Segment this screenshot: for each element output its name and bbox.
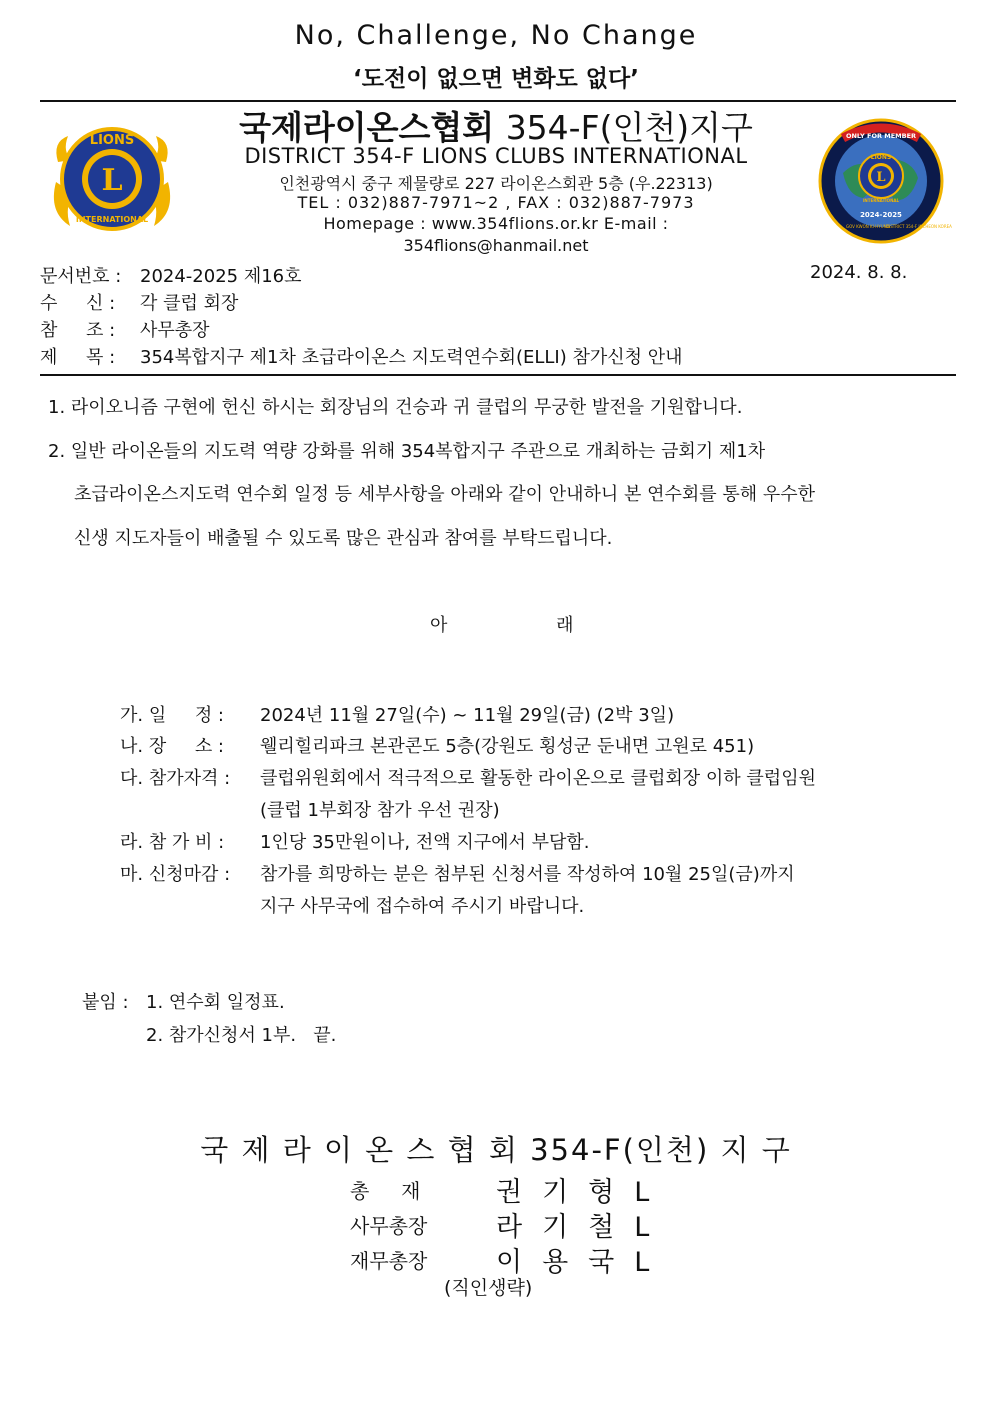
detail-value: 2024년 11월 27일(수) ~ 11월 29일(금) (2박 3일) <box>260 705 675 726</box>
body-paragraph-2-line-3: 신생 지도자들이 배출될 수 있도록 많은 관심과 참여를 부탁드립니다. <box>74 528 613 549</box>
org-title <box>0 102 992 149</box>
meta-bottom-rule <box>40 374 956 376</box>
detail-row-deadline <box>120 860 795 886</box>
org-title-korean: 국제라이온스협회 <box>239 108 495 147</box>
detail-value: 지구 사무국에 접수하여 주시기 바랍니다. <box>260 896 585 917</box>
detail-label: 가. 일 정 : <box>120 705 225 726</box>
badge-ring-bottom: INTERNATIONAL <box>862 198 900 203</box>
doc-number-label: 문서번호 : <box>40 266 122 287</box>
subject-label: 제 목 : <box>40 347 116 368</box>
attachment-item-2: 2. 참가신청서 1부. 끝. <box>146 1025 337 1046</box>
logo-left-bottom-text: INTERNATIONAL <box>75 215 149 224</box>
detail-value: 클럽위원회에서 적극적으로 활동한 라이온으로 클럽회장 이하 클럽임원 <box>260 768 816 789</box>
signature-role: 재무총장 <box>350 1249 428 1273</box>
org-email[interactable]: 354flions@hanmail.net <box>403 236 589 255</box>
recipient-value: 각 클럽 회장 <box>140 293 239 314</box>
attachment-item-1: 1. 연수회 일정표. <box>146 992 285 1013</box>
detail-label: 라. 참 가 비 : <box>120 832 225 853</box>
body-paragraph-2-line-1: 2. 일반 라이온들의 지도력 역량 강화를 위해 354복합지구 주관으로 개최하는 금회기 제1차 <box>48 441 766 462</box>
doc-number-value: 2024-2025 제16호 <box>140 266 302 287</box>
recipient-label: 수 신 : <box>40 293 116 314</box>
detail-row-eligibility-note <box>120 796 500 822</box>
signature-role: 총 재 <box>350 1179 421 1203</box>
reference-value: 사무총장 <box>140 320 210 341</box>
signature-name: 라기철L <box>496 1212 670 1243</box>
detail-value: 웰리힐리파크 본관콘도 5층(강원도 횡성군 둔내면 고원로 451) <box>260 736 755 757</box>
logo-left-letter: L <box>101 163 123 198</box>
subject-value: 354복합지구 제1차 초급라이온스 지도력연수회(ELLI) 참가신청 안내 <box>140 347 683 368</box>
org-title-district: 354-F(인천)지구 <box>505 108 753 147</box>
doc-date: 2024. 8. 8. <box>810 262 908 283</box>
slogan-korean: ‘도전이 없으면 변화도 없다’ <box>353 66 639 92</box>
recipient-row <box>40 289 238 315</box>
badge-ring-top: LIONS <box>870 154 892 161</box>
reference-row <box>40 316 210 342</box>
org-phone-fax: TEL : 032)887-7971~2 , FAX : 032)887-7973 <box>297 193 695 212</box>
subject-row <box>40 343 683 369</box>
slogan-english: No, Challenge, No Change <box>294 20 698 51</box>
detail-value: 1인당 35만원이나, 전액 지구에서 부담함. <box>260 832 590 853</box>
logo-left-top-text: LIONS <box>89 133 135 148</box>
detail-row-fee <box>120 828 590 854</box>
detail-value: (클럽 1부회장 참가 우선 권장) <box>260 800 500 821</box>
org-title-english: DISTRICT 354-F LIONS CLUBS INTERNATIONAL <box>244 144 748 168</box>
body-paragraph-2-line-2: 초급라이온스지도력 연수회 일정 등 세부사항을 아래와 같이 안내하니 본 연수회를 통해 우수한 <box>74 484 816 505</box>
org-homepage[interactable]: Homepage : www.354flions.or.kr E-mail : <box>323 214 669 233</box>
detail-value: 참가를 희망하는 분은 첨부된 신청서를 작성하여 10월 25일(금)까지 <box>260 864 795 885</box>
body-paragraph-1: 1. 라이오니즘 구현에 헌신 하시는 회장님의 건승과 귀 클럽의 무궁한 발전을 기원합니다. <box>48 397 743 418</box>
doc-number-row <box>40 262 302 288</box>
badge-side-left: GOV KWON KI-HYUNG <box>846 224 890 229</box>
badge-years: 2024-2025 <box>860 211 902 219</box>
detail-row-schedule <box>120 701 674 727</box>
signature-name: 권기형L <box>496 1177 670 1208</box>
signature-role: 사무총장 <box>350 1214 428 1238</box>
badge-side-right: DISTRICT 354-F INCHEON KOREA <box>886 224 952 229</box>
seal-omitted-note: (직인생략) <box>444 1277 533 1299</box>
detail-label: 마. 신청마감 : <box>120 864 231 885</box>
detail-row-deadline-note <box>120 892 584 918</box>
badge-letter: L <box>876 170 886 185</box>
signature-org: 국 제 라 이 온 스 협 회 354-F(인천) 지 구 <box>200 1133 792 1167</box>
attachments-label: 붙임 : <box>82 992 129 1013</box>
below-heading: 아 래 <box>430 615 574 636</box>
signature-row-governor <box>350 1170 670 1209</box>
badge-arc-text: ONLY FOR MEMBER <box>845 132 917 140</box>
detail-label: 나. 장 소 : <box>120 736 225 757</box>
reference-label: 참 조 : <box>40 320 116 341</box>
detail-row-eligibility <box>120 764 816 790</box>
signature-name: 이용국L <box>496 1247 670 1278</box>
signature-row-secretary <box>350 1205 670 1244</box>
detail-row-venue <box>120 732 754 758</box>
org-address: 인천광역시 중구 제물량로 227 라이온스회관 5층 (우.22313) <box>279 174 713 193</box>
detail-label: 다. 참가자격 : <box>120 768 231 789</box>
